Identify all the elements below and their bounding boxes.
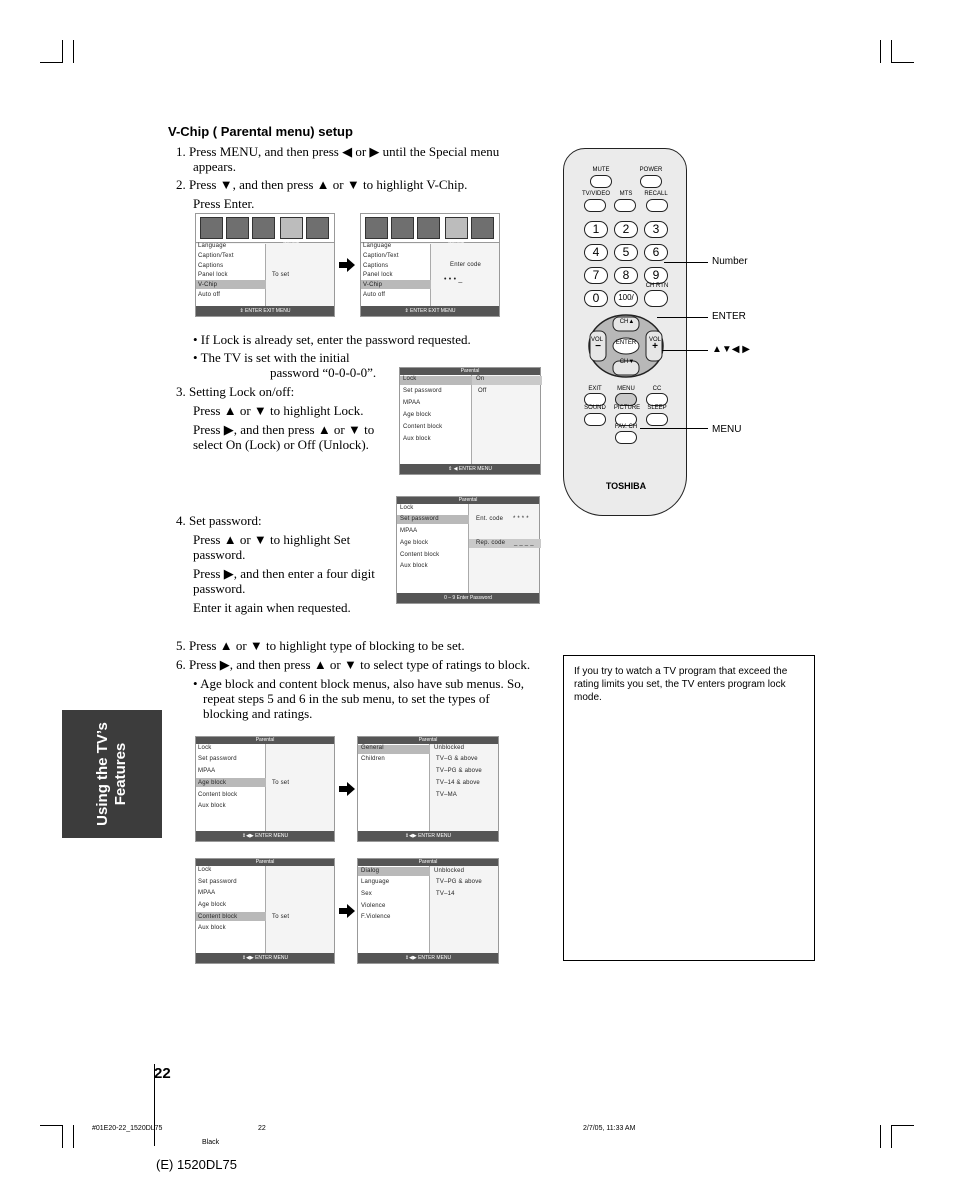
- parental-title: Parental: [400, 368, 540, 375]
- meta-color: Black: [202, 1139, 220, 1146]
- picture-label: PICTURE: [613, 405, 641, 411]
- brand-logo: TOSHIBA: [605, 481, 647, 491]
- digit-9-button: 9: [644, 267, 668, 284]
- menu-item: Captions: [363, 263, 389, 269]
- menu-item: Lock: [403, 376, 417, 382]
- menu-footer: ⇕◀▶ ENTER MENU: [196, 831, 334, 841]
- step-3-line4: select On (Lock) or Off (Unlock).: [193, 437, 369, 452]
- mts-label: MTS: [619, 191, 633, 197]
- digit-8-button: 8: [614, 267, 638, 284]
- menu-item: Aux block: [198, 803, 226, 809]
- menu-item: MPAA: [198, 890, 216, 896]
- mts-button: [614, 199, 636, 212]
- crop-mark: [891, 1125, 892, 1148]
- menu-item: MPAA: [403, 400, 421, 406]
- crop-mark: [892, 1125, 914, 1126]
- submenu-item: F.Violence: [361, 914, 391, 920]
- submenu-item: Dialog: [361, 868, 380, 874]
- menu-item: Auto off: [198, 292, 221, 298]
- callout-arrows: ▲▼◀ ▶: [712, 344, 750, 355]
- submenu-item: Violence: [361, 903, 386, 909]
- crop-mark: [73, 40, 74, 63]
- digit-1-button: 1: [584, 221, 608, 238]
- hundred-button: 100/: [614, 290, 638, 307]
- mute-button: [590, 175, 612, 188]
- step-4-line6: Enter it again when requested.: [193, 600, 351, 615]
- menu-item: Set password: [198, 879, 237, 885]
- submenu-item: Sex: [361, 891, 372, 897]
- tvvideo-label: TV/VIDEO: [581, 191, 610, 197]
- menu-item: Panel lock: [363, 272, 393, 278]
- rep-code-value: _ _ _ _: [514, 540, 534, 546]
- menu-footer: ⇕◀▶ ENTER MENU: [196, 953, 334, 963]
- bullet-3-line2: repeat steps 5 and 6 in the sub menu, to set the types of: [203, 691, 490, 706]
- arrow-right-icon: [339, 258, 355, 272]
- rating-value: TV–14 & above: [436, 780, 480, 786]
- menu-item: Content block: [198, 792, 238, 798]
- menu-item: Language: [363, 243, 392, 249]
- bullet-3: • Age block and content block menus, also have sub menus. So,: [193, 676, 524, 691]
- menu-value: To set: [272, 780, 290, 786]
- cc-label: CC: [652, 386, 662, 392]
- submenu-item-children: Children: [361, 756, 385, 762]
- parental-age-block-screen: [195, 736, 335, 842]
- digit-0-button: 0: [584, 290, 608, 307]
- menu-item: Content block: [403, 424, 443, 430]
- menu-item: Language: [198, 243, 227, 249]
- ent-code-value: * * * *: [513, 516, 529, 522]
- sound-button: [584, 413, 606, 426]
- callout-line: [640, 428, 708, 429]
- rating-value: TV–14: [436, 891, 455, 897]
- enter-label: ENTER: [615, 340, 637, 346]
- crop-mark: [62, 40, 63, 63]
- crop-mark: [880, 40, 881, 63]
- step-3-line3: Press ▶, and then press ▲ or ▼ to: [193, 422, 375, 437]
- crop-mark: [62, 1125, 63, 1148]
- bullet-2-cont: password “0-0-0-0”.: [270, 365, 377, 380]
- tvvideo-button: [584, 199, 606, 212]
- menu-item: Age block: [400, 540, 429, 546]
- recall-label: RECALL: [644, 191, 668, 197]
- meta-date: 2/7/05, 11:33 AM: [583, 1125, 636, 1132]
- meta-page: 22: [258, 1125, 266, 1132]
- rating-value: TV–PG & above: [436, 768, 482, 774]
- menu-footer: 0 – 9 Enter Password: [397, 593, 539, 603]
- menu-footer: ⇕◀▶ ENTER MENU: [358, 953, 498, 963]
- ch-down-label: CH▼: [619, 359, 635, 365]
- step-4-line4: Press ▶, and then enter a four digit: [193, 566, 375, 581]
- meta-file: #01E20-22_1520DL75: [92, 1125, 163, 1132]
- rep-code-label: Rep. code: [476, 540, 506, 546]
- recall-button: [646, 199, 668, 212]
- parental-title: Parental: [397, 497, 539, 504]
- note-box: [563, 655, 815, 961]
- note-text: If you try to watch a TV program that exceed the rating limits you set, the TV enters program lock mode.: [574, 666, 788, 703]
- section-title: V-Chip ( Parental menu) setup: [168, 124, 353, 139]
- menu-item: Captions: [198, 263, 224, 269]
- step-2: 2. Press ▼, and then press ▲ or ▼ to highlight V-Chip.: [176, 177, 468, 192]
- rating-value: Unblocked: [434, 868, 465, 874]
- crop-mark: [880, 1125, 881, 1148]
- step-6: 6. Press ▶, and then press ▲ or ▼ to select type of ratings to block.: [176, 657, 531, 672]
- arrow-right-icon: [339, 904, 355, 918]
- digit-5-button: 5: [614, 244, 638, 261]
- menu-item: Set password: [198, 756, 237, 762]
- menu-item: MPAA: [198, 768, 216, 774]
- digit-2-button: 2: [614, 221, 638, 238]
- menu-value: To set: [272, 272, 290, 278]
- callout-menu: MENU: [712, 424, 742, 435]
- menu-item: Set password: [400, 516, 439, 522]
- special-menu-screen: [195, 213, 335, 317]
- rating-value: TV–G & above: [436, 756, 478, 762]
- crop-mark: [40, 1125, 62, 1126]
- digit-4-button: 4: [584, 244, 608, 261]
- menu-item: MPAA: [400, 528, 418, 534]
- step-2-cont: Press Enter.: [193, 196, 255, 211]
- menu-item-vchip: V-Chip: [363, 282, 383, 288]
- special-tab-label: Special: [283, 239, 300, 245]
- vol-minus-label: −: [595, 341, 601, 352]
- menu-item: Lock: [198, 745, 212, 751]
- sound-label: SOUND: [584, 405, 606, 411]
- menu-item: Aux block: [403, 436, 431, 442]
- ch-up-label: CH▲: [619, 319, 635, 325]
- crop-mark: [73, 1125, 74, 1148]
- menu-item: Panel lock: [198, 272, 228, 278]
- parental-content-block-screen: [195, 858, 335, 964]
- bullet-2: • The TV is set with the initial: [193, 350, 350, 365]
- model-number: (E) 1520DL75: [156, 1157, 237, 1172]
- special-tab-label: Special: [448, 239, 465, 245]
- step-1-cont: appears.: [193, 159, 236, 174]
- exit-label: EXIT: [588, 386, 602, 392]
- callout-line: [664, 262, 708, 263]
- step-3: 3. Setting Lock on/off:: [176, 384, 295, 399]
- vol-right-label: VOL: [648, 337, 661, 343]
- section-tab-line2: Features: [112, 742, 129, 806]
- vol-plus-label: +: [652, 341, 658, 352]
- step-4: 4. Set password:: [176, 513, 262, 528]
- crop-mark: [40, 62, 62, 63]
- power-label: POWER: [639, 167, 663, 173]
- menu-footer: ⇕◀▶ ENTER MENU: [358, 831, 498, 841]
- crop-mark: [891, 40, 892, 63]
- parental-title: Parental: [358, 859, 498, 866]
- menu-item: Auto off: [363, 292, 386, 298]
- menu-label: MENU: [617, 386, 635, 392]
- lock-on-option: On: [476, 376, 485, 382]
- parental-title: Parental: [196, 859, 334, 866]
- menu-item: Aux block: [198, 925, 226, 931]
- crop-mark: [892, 62, 914, 63]
- digit-7-button: 7: [584, 267, 608, 284]
- menu-item: Content block: [400, 552, 440, 558]
- menu-item: Age block: [198, 902, 227, 908]
- menu-item: Lock: [400, 505, 414, 511]
- callout-line: [662, 350, 708, 351]
- digit-6-button: 6: [644, 244, 668, 261]
- age-submenu-screen: [357, 736, 499, 842]
- power-button: [640, 175, 662, 188]
- menu-item-content-block: Content block: [198, 914, 238, 920]
- favch-label: FAV. CH: [614, 424, 638, 430]
- page-number: 22: [154, 1065, 171, 1082]
- step-5: 5. Press ▲ or ▼ to highlight type of blocking to be set.: [176, 638, 465, 653]
- vol-left-label: VOL: [590, 337, 603, 343]
- section-tab: [62, 710, 162, 838]
- menu-footer: ⇕ ENTER EXIT MENU: [361, 306, 499, 316]
- sleep-button: [646, 413, 668, 426]
- callout-enter: ENTER: [712, 311, 746, 322]
- sleep-label: SLEEP: [647, 405, 667, 411]
- bullet-1: • If Lock is already set, enter the password requested.: [193, 332, 471, 347]
- menu-item-age-block: Age block: [198, 780, 227, 786]
- step-3-line2: Press ▲ or ▼ to highlight Lock.: [193, 403, 364, 418]
- mute-label: MUTE: [592, 167, 610, 173]
- menu-item-vchip: V-Chip: [198, 282, 218, 288]
- menu-item: Lock: [198, 867, 212, 873]
- parental-title: Parental: [358, 737, 498, 744]
- menu-footer: ⇕ ENTER EXIT MENU: [196, 306, 334, 316]
- parental-lock-screen: [399, 367, 541, 475]
- menu-item: Aux block: [400, 563, 428, 569]
- step-1: 1. Press MENU, and then press ◀ or ▶ until the Special menu: [176, 144, 500, 159]
- rating-value: TV–PG & above: [436, 879, 482, 885]
- content-submenu-screen: [357, 858, 499, 964]
- menu-item: Caption/Text: [198, 253, 234, 259]
- rating-value: Unblocked: [434, 745, 465, 751]
- menu-footer: ⇕ ◀ ENTER MENU: [400, 464, 540, 474]
- menu-value: To set: [272, 914, 290, 920]
- rating-value: TV–MA: [436, 792, 458, 798]
- favch-button: [615, 431, 637, 444]
- special-menu-code-screen: [360, 213, 500, 317]
- step-4-line2: Press ▲ or ▼ to highlight Set: [193, 532, 351, 547]
- enter-code-label: Enter code: [450, 262, 482, 268]
- chrtn-label: CH RTN: [645, 283, 669, 289]
- arrow-right-icon: [339, 782, 355, 796]
- lock-off-option: Off: [478, 388, 487, 394]
- parental-password-screen: [396, 496, 540, 604]
- remote-control-illustration: [563, 148, 687, 516]
- submenu-item: Language: [361, 879, 390, 885]
- ent-code-label: Ent. code: [476, 516, 504, 522]
- step-4-line5: password.: [193, 581, 246, 596]
- menu-item: Set password: [403, 388, 442, 394]
- digit-3-button: 3: [644, 221, 668, 238]
- menu-item: Caption/Text: [363, 253, 399, 259]
- step-4-line3: password.: [193, 547, 246, 562]
- parental-title: Parental: [196, 737, 334, 744]
- menu-item: Age block: [403, 412, 432, 418]
- submenu-item-general: General: [361, 745, 384, 751]
- callout-number: Number: [712, 256, 748, 267]
- callout-line: [657, 317, 708, 318]
- bullet-3-line3: blocking and ratings.: [203, 706, 313, 721]
- section-tab-line1: Using the TV’s: [94, 722, 111, 826]
- code-dots: • • • _: [444, 276, 463, 283]
- chrtn-button: [644, 290, 668, 307]
